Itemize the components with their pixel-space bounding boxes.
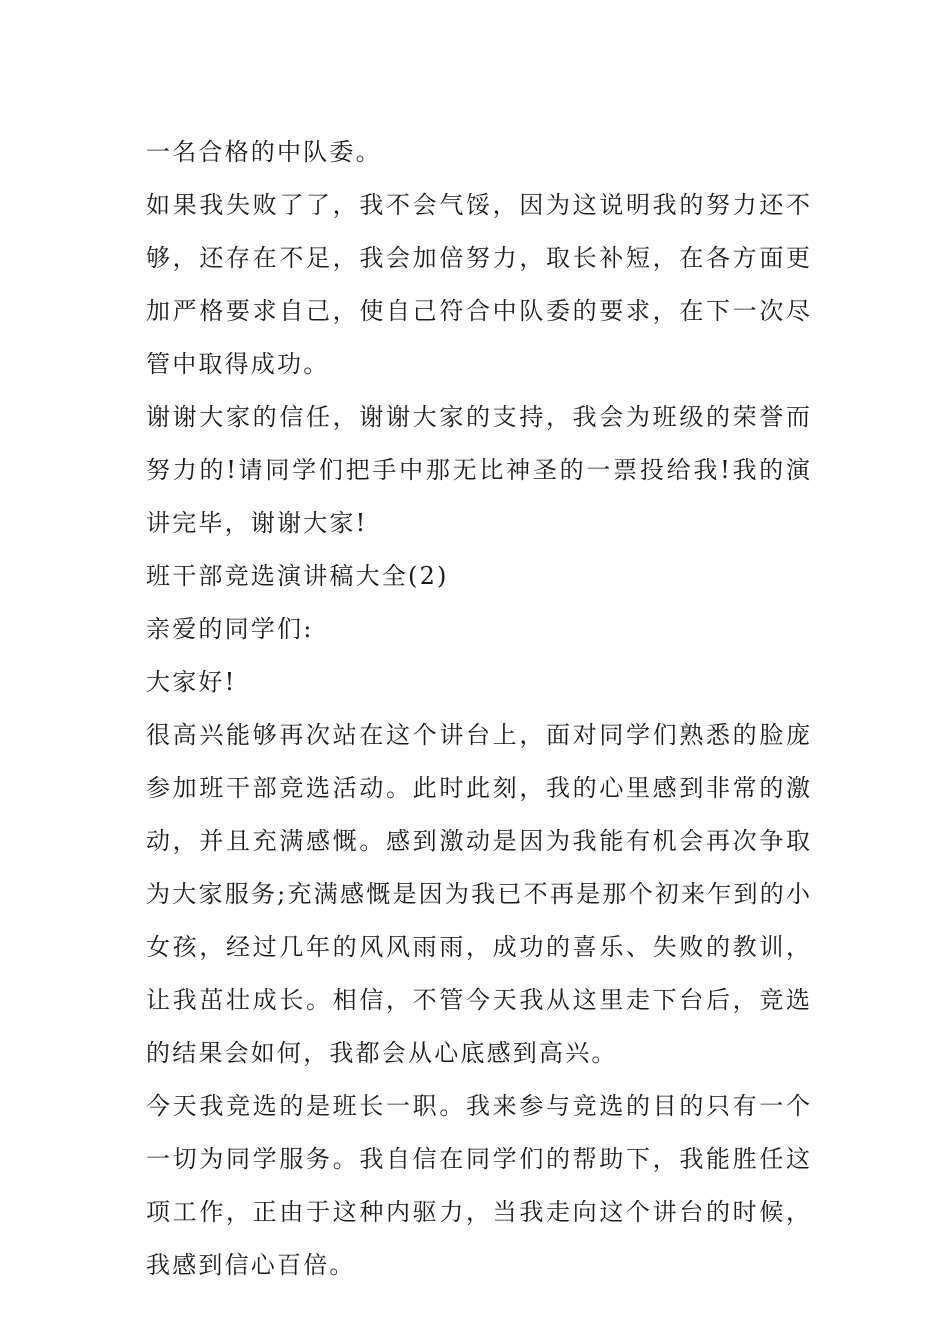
- document-body: [146, 126, 810, 1292]
- text-line: 为大家服务;充满感慨是因为我已不再是那个初来乍到的小: [146, 880, 810, 908]
- text-line: 今天我竞选的是班长一职。我来参与竞选的目的只有一个: [146, 1092, 810, 1120]
- text-line: 够，还存在不足，我会加倍努力，取长补短，在各方面更: [146, 244, 810, 272]
- text-line: 参加班干部竞选活动。此时此刻，我的心里感到非常的激: [146, 774, 810, 802]
- text-line: 努力的!请同学们把手中那无比神圣的一票投给我!我的演: [146, 456, 810, 484]
- greeting: 大家好!: [146, 668, 237, 696]
- text-line: 的结果会如何，我都会从心底感到高兴。: [146, 1039, 618, 1067]
- text-line: 一切为同学服务。我自信在同学们的帮助下，我能胜任这: [146, 1145, 810, 1173]
- text-line: 动，并且充满感慨。感到激动是因为我能有机会再次争取: [146, 827, 810, 855]
- text-line: 项工作，正由于这种内驱力，当我走向这个讲台的时候，: [146, 1198, 810, 1226]
- text-line: 很高兴能够再次站在这个讲台上，面对同学们熟悉的脸庞: [146, 721, 810, 749]
- text-line: 让我茁壮成长。相信，不管今天我从这里走下台后，竞选: [146, 986, 810, 1014]
- section-heading: 班干部竞选演讲稿大全(2): [146, 562, 449, 590]
- text-line: 女孩，经过几年的风风雨雨，成功的喜乐、失败的教训，: [146, 933, 810, 961]
- text-line: 讲完毕，谢谢大家!: [146, 509, 368, 537]
- text-line: 如果我失败了了，我不会气馁，因为这说明我的努力还不: [146, 191, 810, 219]
- text-line: 一名合格的中队委。: [146, 138, 382, 166]
- text-line: 我感到信心百倍。: [146, 1251, 356, 1279]
- text-line: 加严格要求自己，使自己符合中队委的要求，在下一次尽: [146, 297, 810, 325]
- text-line: 谢谢大家的信任，谢谢大家的支持，我会为班级的荣誉而: [146, 403, 810, 431]
- salutation: 亲爱的同学们:: [146, 615, 314, 643]
- text-line: 管中取得成功。: [146, 350, 330, 378]
